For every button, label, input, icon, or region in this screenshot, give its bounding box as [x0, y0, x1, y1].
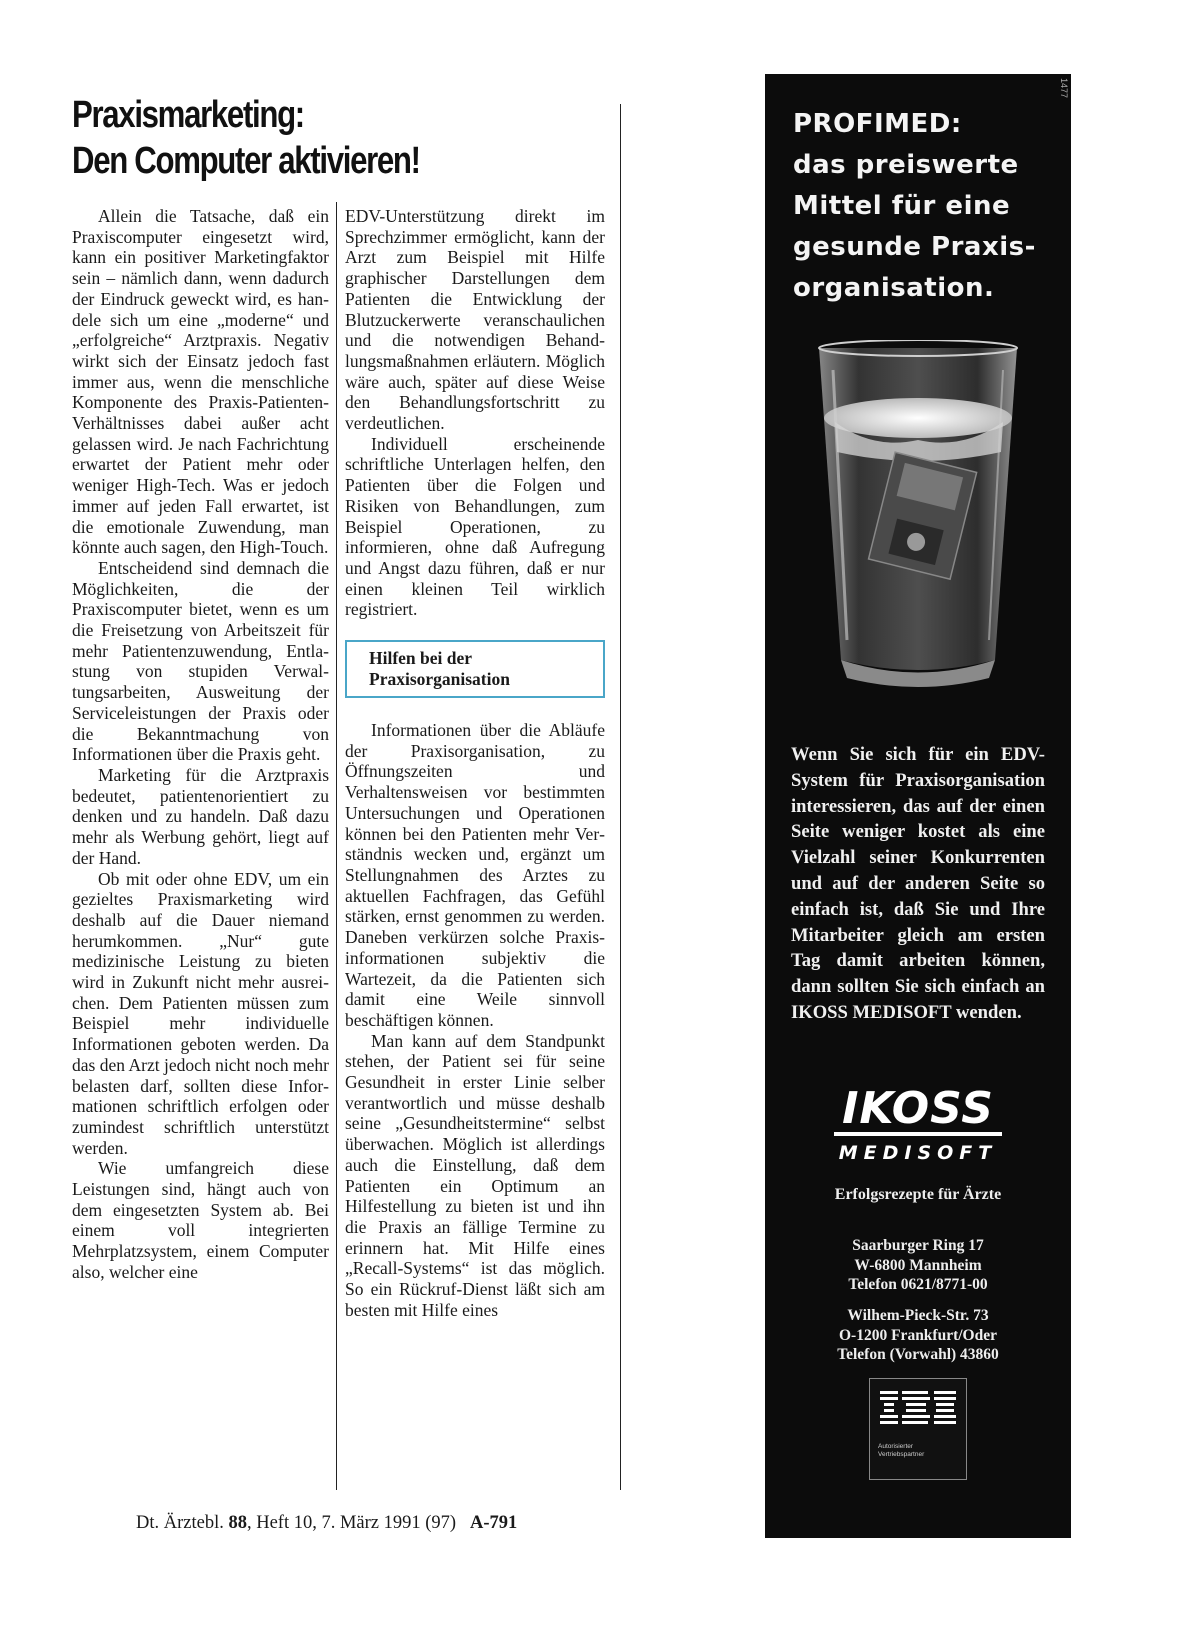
address-line: W-6800 Mannheim — [854, 1256, 982, 1274]
paragraph: Allein die Tatsache, daß ein Praxiscomputer eingesetzt wird, kann ein positiver Marketingfaktor sein – nämlich dann, wenn dadurch der Eindruck geweckt wird, es handele sich um eine „moderne“ und „erfolgreiche“ Arztpraxis. Negativ wirkt sich der Einsatz jedoch fast immer aus, wenn die menschliche Komponente des Praxis-Patienten-Verhältnisses dabei außer acht gelassen wird. Je nach Fachrichtung erwartet der Patient mehr oder weniger High-Tech. Was er jedoch immer auf jeden Fall erwartet, ist die emotionale Zuwendung, man könnte auch sagen, den High-Touch. — [72, 206, 329, 558]
address-line: Saarburger Ring 17 — [852, 1237, 984, 1254]
journal-name: Dt. Ärztebl. — [136, 1513, 224, 1533]
subheading-box — [345, 640, 605, 698]
ad-headline-line: gesunde Praxis- — [793, 232, 1036, 262]
ad-headline-line: PROFIMED: — [793, 109, 962, 139]
logo-sub: MEDISOFT — [838, 1142, 998, 1164]
logo-main: IKOSS — [834, 1086, 1002, 1136]
address-line: Wilhem-Pieck-Str. 73 — [847, 1307, 989, 1324]
paragraph: EDV-Unterstützung direkt im Sprechzimmer ermöglicht, kann der Arzt zum Beispiel mit Hilfe graphischer Darstellungen dem Patienten die Entwicklung der Blutzuckerwerte veranschaulichen und die notwendigen Behandlungsmaßnahmen erläutern. Möglich wäre auch, später auf diese Weise den Behandlungsfortschritt zu verdeutlichen. — [345, 206, 605, 434]
profimed-advertisement — [765, 74, 1071, 1538]
subheading-line-1: Hilfen bei der — [369, 648, 473, 669]
ad-headline-line: Mittel für eine — [793, 191, 1011, 221]
headline-line-1: Praxismarketing: — [72, 94, 304, 136]
journal-volume: 88 — [228, 1513, 247, 1533]
paragraph: Entscheidend sind demnach die Möglichkeiten, die der Praxiscomputer bietet, wenn es um die Freisetzung von Arbeitszeit für mehr Patientenzuwendung, Entlastung von stupiden Verwaltungsarbeiten, Ausweitung der Serviceleistungen der Praxis oder die Bekanntmachung von Informationen über die Praxis geht. — [72, 557, 329, 765]
ad-headline-line: organisation. — [793, 273, 995, 303]
ibm-partner-badge — [869, 1378, 967, 1480]
address-line: O-1200 Frankfurt/Oder — [839, 1326, 997, 1344]
paragraph: Informationen über die Abläufe der Praxisorganisation, zu Öffnungszeiten und Verhaltensweisen vor bestimmten Untersuchungen und Operationen können bei den Patienten mehr Verständnis wecken und, ergänzt um Stellungnahmen des Arztes zu aktuellen Fachfragen, das Gefühl stärken, ernst genommen zu werden. Daneben verkürzen solche Praxisinformationen subjektiv die Wartezeit, da die Patienten sich damit eine Weile sinnvoll beschäftigen können. — [345, 720, 605, 1030]
article-middle-column — [345, 206, 605, 1320]
article-headline — [72, 92, 515, 184]
ad-tag: 1477 — [1059, 78, 1069, 99]
paragraph: Wie umfangreich diese Leistungen sind, hängt auch von dem eingesetzten System ab. Bei einem voll integrierten Mehrplatzsystem, einem Computer also, welcher eine — [72, 1158, 329, 1282]
address-line: Telefon 0621/8771-00 — [848, 1276, 988, 1293]
address-mannheim — [765, 1236, 1071, 1295]
ad-body-text: Wenn Sie sich für ein EDV-System für Praxisorganisation interessieren, das auf der einen Seite weniger kostet als eine Vielzahl seiner Konkurrenten und auf der anderen Seite so einfach ist, daß Sie und Ihre Mitarbeiter gleich am ersten Tag damit arbeiten können, dann sollten Sie sich einfach an IKOSS MEDISOFT wenden. — [791, 744, 1045, 1023]
ibm-logo-icon — [878, 1389, 958, 1429]
page-number: A-791 — [469, 1513, 518, 1533]
paragraph: Individuell erscheinende schriftliche Unterlagen helfen, den Patienten über die Folgen und Risiken von Behandlungen, zum Beispiel Operationen, zu informieren, ohne daß Aufregung und Angst dazu führen, daß er nur einen kleinen Teil wirklich registriert. — [345, 433, 605, 620]
paragraph: Man kann auf dem Standpunkt stehen, der Patient sei für seine Gesundheit in erster Linie selber verantwortlich und müsse deshalb seine „Gesundheitstermine“ selbst überwachen. Möglich ist allerdings auch die Einstellung, daß dem Patienten ein Optimum an Hilfestellung zu bieten ist und ihn die Praxis an fällige Termine zu erinnern hat. Mit Hilfe eines „Recall-Systems“ ist das möglich. So ein Rückruf-Dienst läßt sich am besten mit Hilfe eines — [345, 1030, 605, 1320]
ad-headline — [793, 104, 1063, 309]
article-right-rule — [620, 104, 621, 1490]
ad-headline-line: das preiswerte — [793, 150, 1019, 180]
page-footer-citation — [136, 1513, 606, 1534]
subheading-line-2: Praxisorganisation — [369, 669, 510, 690]
paragraph: Ob mit oder ohne EDV, um ein gezieltes Praxismarketing wird deshalb auf die Dauer niemand herumkommen. „Nur“ gute medizinische Leistung zu bieten wird in Zukunft nicht mehr ausreichen. Dem Patienten müssen zum Beispiel mehr individuelle Informationen geboten werden. Da das den Arzt jedoch nicht noch mehr belasten darf, sollten diese Informationen schriftlich erfolgen oder zumindest schriftlich unterstützt werden. — [72, 868, 329, 1158]
ad-slogan: Erfolgsrezepte für Ärzte — [834, 1186, 1002, 1203]
article-left-column — [72, 206, 329, 1283]
ikoss-medisoft-logo — [765, 1083, 1071, 1164]
address-line: Telefon (Vorwahl) 43860 — [837, 1346, 999, 1363]
ibm-caption-line: Vertriebspartner — [878, 1451, 925, 1458]
headline-line-2: Den Computer aktivieren! — [72, 140, 420, 182]
water-glass-with-floppy-disk-icon — [813, 340, 1023, 690]
issue-date: , Heft 10, 7. März 1991 (97) — [246, 1513, 457, 1533]
paragraph: Marketing für die Arztpraxis bedeutet, patientenorientiert zu denken und zu handeln. Daß dazu mehr als Werbung gehört, liegt auf der Hand. — [72, 764, 329, 868]
ibm-caption-line: Autorisierter — [878, 1443, 914, 1450]
column-divider — [336, 202, 337, 1490]
address-frankfurt — [765, 1306, 1071, 1365]
ibm-caption — [878, 1443, 962, 1459]
